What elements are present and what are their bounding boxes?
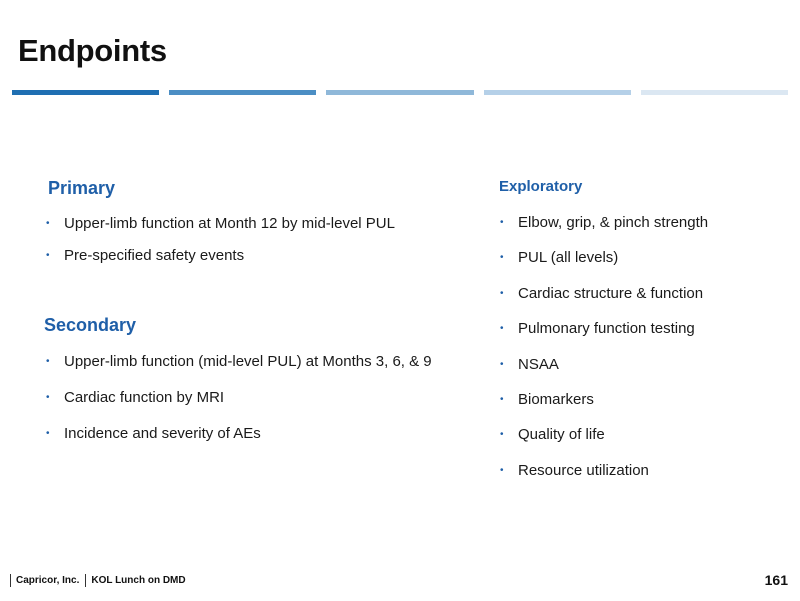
primary-list [44,214,395,278]
divider-bar [484,90,631,95]
divider-bar [169,90,316,95]
list-item: • NSAA [500,355,559,373]
bullet-icon: • [46,428,50,439]
divider-bar [12,90,159,95]
list-item: • Upper-limb function at Month 12 by mid-level PUL [46,215,395,232]
page-number: 161 [764,572,788,588]
divider-bar [326,90,473,95]
bullet-icon: • [46,392,50,403]
footer-event: KOL Lunch on DMD [91,575,186,586]
exploratory-heading: Exploratory [499,178,583,195]
exploratory-list [498,213,708,496]
bullet-icon: • [46,250,50,261]
list-item: • Resource utilization [500,461,649,479]
title-divider-bars [12,90,788,95]
bullet-icon: • [500,217,504,228]
footer-divider [10,574,11,587]
list-item: • Biomarkers [500,390,594,408]
footer-company: Capricor, Inc. [16,575,80,586]
list-item: • Elbow, grip, & pinch strength [500,214,709,231]
secondary-heading: Secondary [44,315,137,335]
bullet-icon: • [500,358,504,370]
list-item: • Incidence and severity of AEs [46,425,261,442]
list-item: • Cardiac function by MRI [46,389,225,406]
bullet-icon: • [500,287,504,299]
bullet-icon: • [46,356,50,367]
footer [10,574,186,587]
page-title: Endpoints [18,33,167,68]
bullet-icon: • [500,393,504,405]
bullet-icon: • [46,218,50,229]
list-item: • Pulmonary function testing [500,320,695,338]
bullet-icon: • [500,464,504,476]
divider-bar [641,90,788,95]
list-item: • Cardiac structure & function [500,284,704,302]
list-item: • Upper-limb function (mid-level PUL) at Months 3, 6, & 9 [46,353,432,370]
list-item: • Quality of life [500,426,605,444]
bullet-icon: • [500,252,504,264]
bullet-icon: • [500,323,504,335]
footer-divider [85,574,86,587]
bullet-icon: • [500,429,504,441]
list-item: • Pre-specified safety events [46,247,245,264]
list-item: • PUL (all levels) [500,249,619,267]
secondary-list [44,352,432,460]
primary-heading: Primary [48,178,116,198]
